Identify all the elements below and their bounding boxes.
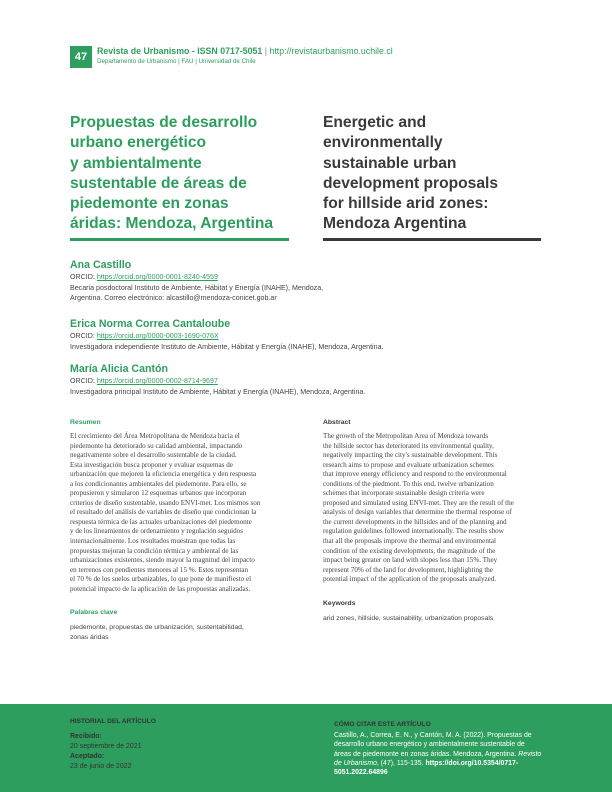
title-es-line: y ambientalmente xyxy=(70,154,202,172)
received-label: Recibido: xyxy=(70,733,102,740)
title-en-underline xyxy=(323,238,541,241)
citation-article-title: áreas de piedemonte en zonas áridas. Mendoza, Argentina. xyxy=(334,750,517,758)
author-affiliation: Investigadora independiente Instituto de Ambiente, Hábitat y Energía (INAHE), Mendoza, Argentina. xyxy=(70,342,384,351)
title-en-line: development proposals xyxy=(323,174,499,192)
title-english xyxy=(323,113,545,235)
resumen-line: el resultado del análisis de variables de diseño que condicionan la xyxy=(70,508,257,517)
citation-line: desarrollo urbano energético y ambientalmente sustentable de xyxy=(334,741,525,749)
author-name: Ana Castillo xyxy=(70,259,132,271)
running-header xyxy=(70,46,550,70)
author-affiliation: Argentina. Correo electrónico: alcastillo@mendoza-conicet.gob.ar xyxy=(70,294,277,303)
orcid-label: ORCID: xyxy=(70,377,97,385)
title-spanish xyxy=(70,113,292,235)
resumen-line: a los condicionantes ambientales del piedemonte. Para ello, se xyxy=(70,479,247,488)
resumen-line: El crecimiento del Área Metropolitana de Mendoza hacia el xyxy=(70,432,240,440)
citation-line xyxy=(334,759,546,768)
journal-name: Revista de Urbanismo - ISSN 0717-5051 xyxy=(97,46,263,56)
keywords-text xyxy=(323,614,545,624)
orcid-link[interactable]: https://orcid.org/0000-0001-8240-4559 xyxy=(96,273,218,281)
author-affiliation: Becaria posdoctoral Instituto de Ambiente, Hábitat y Energía (INAHE), Mendoza, xyxy=(70,283,324,292)
accepted-date: 23 de junio de 2022 xyxy=(70,763,132,770)
resumen-line: propusieron y simularon 12 esquemas urbanos que incorporan xyxy=(70,489,247,498)
title-es-line: piedemonte en zonas xyxy=(70,195,229,213)
author-name: Erica Norma Correa Cantaloube xyxy=(70,318,231,330)
header-separator: | xyxy=(264,46,268,56)
citation-text xyxy=(334,731,546,777)
abstract-line: regulation guidelines followed internationally. The results show xyxy=(323,527,504,536)
resumen-line: piedemonte ha deteriorado su calidad ambiental, impactando xyxy=(70,441,243,450)
journal-line xyxy=(97,46,393,56)
author-affiliation: Investigadora principal Instituto de Ambiente, Hábitat y Energía (INAHE), Mendoza, Argentina. xyxy=(70,387,366,396)
author-name: María Alicia Cantón xyxy=(70,363,168,375)
resumen-line: potencial impacto de la aplicación de las propuestas analizadas. xyxy=(70,584,251,593)
citation-line xyxy=(334,768,546,777)
palabras-clave-text xyxy=(70,623,292,642)
palabras-clave-heading: Palabras clave xyxy=(70,609,118,616)
title-en-line: Energetic and xyxy=(323,114,427,131)
abstract-line: proposed and simulated using ENVI-met. They are the result of the xyxy=(323,498,514,507)
article-history-heading: HISTORIAL DEL ARTÍCULO xyxy=(70,718,156,725)
title-en-line: for hillside arid zones: xyxy=(323,195,489,213)
page-number-badge: 47 xyxy=(70,46,92,68)
abstract-line: conditions of the piedmont. To this end, twelve urbanization xyxy=(323,479,494,488)
abstract-line: impact being greater on land with slopes less than 15%. They xyxy=(323,556,498,565)
abstract-line: The growth of the Metropolitan Area of Mendoza towards xyxy=(323,432,489,440)
title-es-line: urbano energético xyxy=(70,134,207,152)
palabras-clave-line: zonas áridas xyxy=(70,633,109,641)
keywords-heading: Keywords xyxy=(323,600,356,607)
abstract-line: the current developments in the hillsides and of the planning and xyxy=(323,517,507,526)
resumen-body xyxy=(70,432,289,594)
resumen-line: y de los lineamientos de ordenamiento y regulación seguidos xyxy=(70,527,243,536)
orcid-label: ORCID: xyxy=(70,273,97,281)
author-block xyxy=(70,318,550,352)
citation-line xyxy=(334,750,546,759)
abstract-line: analysis of design variables that determine the thermal response of xyxy=(323,508,512,517)
author-orcid xyxy=(70,272,550,283)
palabras-clave-line: piedemonte, propuestas de urbanización, sustentabilidad, xyxy=(70,624,244,631)
orcid-link[interactable]: https://orcid.org/0000-0003-1690-076X xyxy=(96,332,219,340)
orcid-label: ORCID: xyxy=(70,332,97,340)
abstract-line: negatively impacting the city's sustainable development. This xyxy=(323,451,498,460)
orcid-link[interactable]: https://orcid.org/0000-0002-8714-9697 xyxy=(96,377,218,385)
resumen-line: respuesta térmica de las actuales urbanizaciones del piedemonte xyxy=(70,517,252,526)
keywords-line: arid zones, hillside, sustainability, urbanization proposals xyxy=(323,615,494,622)
doi-link[interactable]: https://doi.org/10.5354/0717- xyxy=(425,759,519,767)
resumen-line: urbanización que mejoren la eficiencia energética y den respuesta xyxy=(70,470,257,479)
abstract-line: condition of the existing developments, the magnitude of the xyxy=(323,546,496,555)
author-block xyxy=(70,363,550,397)
abstract-line: schemes that incorporate sustainable design criteria were xyxy=(323,489,485,498)
resumen-line: criterios de diseño sustentable, usando ENVI-met. Los mismos son xyxy=(70,498,261,507)
resumen-line: negativamente sobre el desarrollo sustentable de la ciudad. xyxy=(70,451,237,460)
resumen-line: el 70 % de los suelos urbanizables, lo que pone de manifiesto el xyxy=(70,575,252,584)
author-block xyxy=(70,259,550,304)
abstract-line: the hillside sector has deteriorated its environmental quality, xyxy=(323,441,494,450)
title-es-line: áridas: Mendoza, Argentina xyxy=(70,215,274,233)
title-es-line: sustentable de áreas de xyxy=(70,174,247,192)
title-en-line: environmentally xyxy=(323,134,443,152)
accepted-label: Aceptado: xyxy=(70,753,105,760)
resumen-line: en terrenos con pendientes menores al 15 %. Estos representan xyxy=(70,565,249,574)
received-date: 20 septiembre de 2021 xyxy=(70,743,142,750)
cite-heading: CÓMO CITAR ESTE ARTÍCULO xyxy=(334,721,431,728)
abstract-line: represent 70% of the land for development, highlighting the xyxy=(323,565,494,574)
abstract-line: research aims to propose and evaluate urbanization schemes xyxy=(323,460,494,469)
abstract-line: potential impact of the application of the proposals analyzed. xyxy=(323,575,497,584)
journal-affiliation: Departamento de Urbanismo | FAU | Universidad de Chile xyxy=(97,58,256,65)
abstract-body xyxy=(323,432,541,585)
title-en-line: sustainable urban xyxy=(323,154,457,172)
author-orcid xyxy=(70,331,550,342)
citation-volume: , (47), 115-135. xyxy=(376,759,424,767)
author-orcid xyxy=(70,376,550,387)
citation-journal-part: Revisto xyxy=(518,750,542,758)
citation-journal-part: de Urbanismo xyxy=(334,759,377,767)
abstract-heading: Abstract xyxy=(323,419,351,426)
resumen-line: internacionalmente. Los resultados muestran que todas las xyxy=(70,537,236,546)
abstract-line: that all the proposals improve the thermal and environmental xyxy=(323,537,496,546)
abstract-line: that improve energy efficiency and respond to the environmental xyxy=(323,470,507,479)
resumen-heading: Resumen xyxy=(70,419,101,426)
resumen-line: propuestas mejoran la condición térmica y ambiental de las xyxy=(70,546,239,555)
journal-url-link[interactable]: http://revistaurbanismo.uchile.cl xyxy=(269,46,393,56)
title-es-line: Propuestas de desarrollo xyxy=(70,114,258,131)
title-es-underline xyxy=(70,238,289,241)
resumen-line: urbanizaciones existentes, siendo mayor la magnitud del impacto xyxy=(70,556,255,565)
citation-line: Castillo, A., Correa, E. N., y Cantón, M. A. (2022). Propuestas de xyxy=(334,732,532,739)
title-en-line: Mendoza Argentina xyxy=(323,215,467,233)
resumen-line: Esta investigación busca proponer y evaluar esquemas de xyxy=(70,460,233,469)
doi-link-continued[interactable]: 5051.2022.64896 xyxy=(334,769,388,777)
